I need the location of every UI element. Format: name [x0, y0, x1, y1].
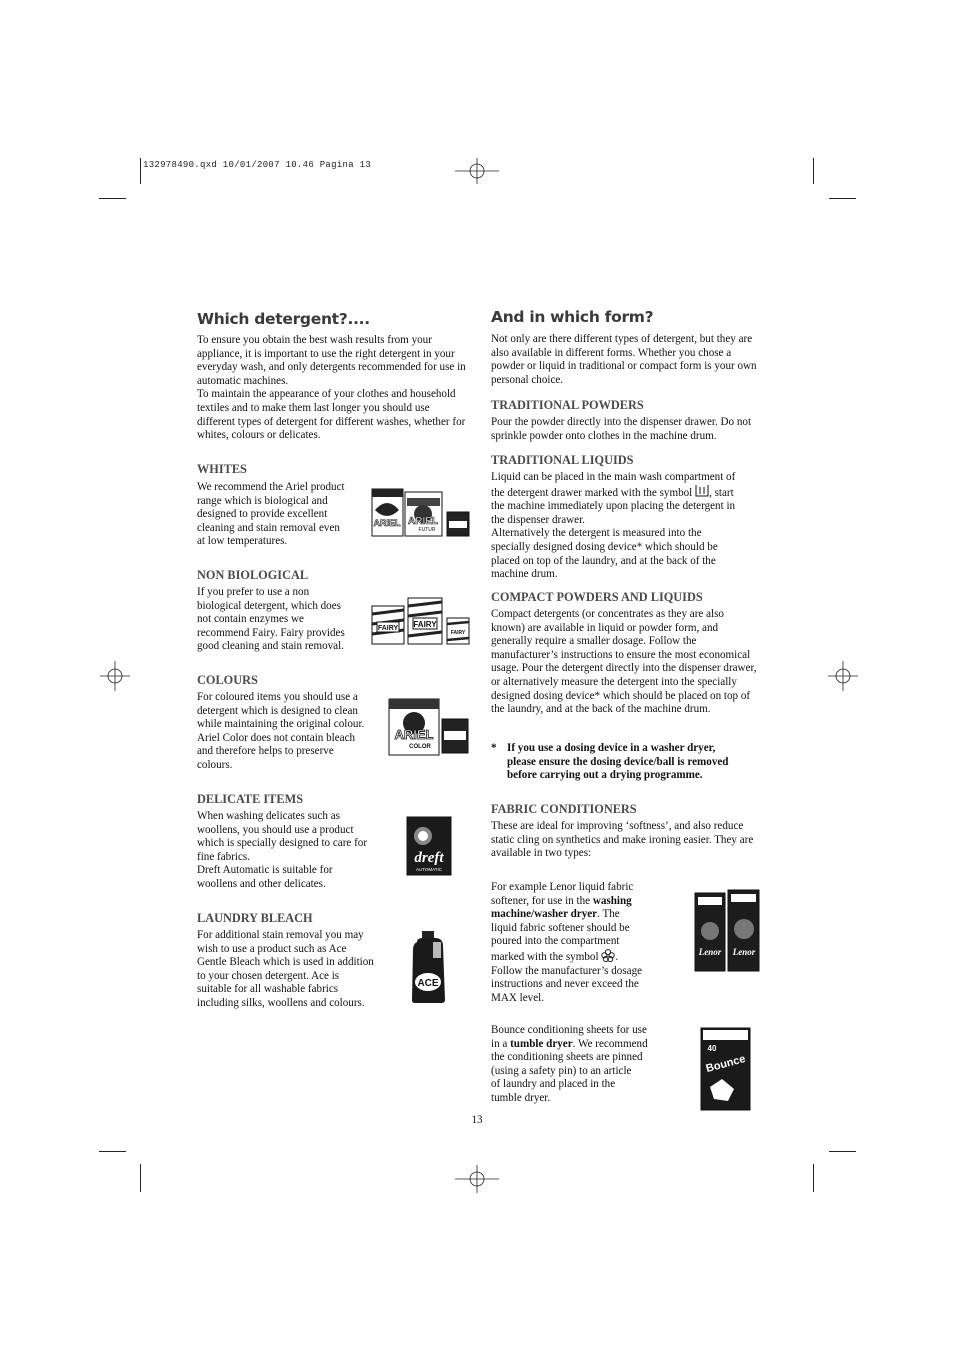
intro-paragraph: To ensure you obtain the best wash results from your appliance, it is important to use the right detergent in your everyday wash, and only detergents recommended for use in automatic machines. [197, 334, 466, 387]
registration-mark-icon [455, 158, 499, 184]
section-heading-colours: COLOURS [197, 673, 258, 687]
brand-sublabel: COLOR [409, 744, 431, 750]
brand-label: Lenor [698, 947, 722, 957]
registration-mark-icon [100, 661, 130, 691]
ariel-products-image [371, 488, 471, 538]
section-text-colours: For coloured items you should use a detergent which is designed to clean while maintaining the original colour. Ariel Color does not contain bleach and therefore helps to preserve colours. [197, 691, 365, 771]
brand-label: Bounce [704, 1053, 747, 1076]
brand-label: ACE [417, 978, 439, 989]
section-text-non-biological: If you prefer to use a non biological detergent, which does not contain enzymes we recommend Fairy. Fairy provides good cleaning and stain removal. [197, 586, 345, 653]
crop-mark [829, 1151, 856, 1152]
section-text-whites: We recommend the Ariel product range which is biological and designed to provide excellent cleaning and stain removal even at low temperatures. [197, 481, 345, 548]
crop-mark [99, 1151, 126, 1152]
lenor-products-image [694, 889, 760, 973]
dosing-device-note: * If you use a dosing device in a washer dryer, please ensure the dosing device/ball is removed before carrying out a drying programme. [491, 742, 729, 782]
registration-mark-icon [455, 1165, 499, 1193]
crop-mark [813, 1164, 814, 1192]
bounce-product-image [700, 1027, 751, 1111]
intro-paragraph: Not only are there different types of detergent, but they are also available in different forms. Whether you chose a powder or liquid in traditional or compact form is your own personal choice. [491, 333, 757, 386]
brand-label: FAIRY [413, 620, 437, 629]
brand-label: FAIRY [450, 630, 466, 636]
section-heading-compact-powders-and-liquids: COMPACT POWDERS AND LIQUIDS [491, 590, 703, 604]
page-title: And in which form? [491, 308, 654, 326]
section-heading-traditional-powders: TRADITIONAL POWDERS [491, 398, 644, 412]
section-heading-non-biological: NON BIOLOGICAL [197, 568, 309, 582]
dreft-product-image [406, 816, 452, 876]
main-wash-compartment-symbol-icon [695, 485, 709, 497]
brand-label: FAIRY [377, 625, 399, 632]
section-text-laundry-bleach: For additional stain removal you may wish to use a product such as Ace Gentle Bleach which is used in addition to your chosen detergent. Ace is suitable for all washable fabrics including silks, woollens and colours. [197, 929, 374, 1009]
section-text-delicate-items: When washing delicates such as woollens, you should use a product which is specially designed to care for fine fabrics. Dreft Automatic is suitable for woollens and other delicates. [197, 810, 368, 890]
section-text-traditional-powders: Pour the powder directly into the dispenser drawer. Do not sprinkle powder onto clothes in the machine drum. [491, 416, 752, 442]
brand-sublabel: FUTUR [418, 527, 436, 533]
fairy-products-image [371, 596, 471, 646]
brand-label: ARIEL [373, 518, 401, 528]
crop-mark [813, 158, 814, 184]
lenor-paragraph: For example Lenor liquid fabric softener, for use in the washing machine/washer dryer. The liquid fabric softener should be poured into the compartment marked with the symbol . Follow the manufacturer’s dosage instructions and never exceed the MAX level. [491, 881, 643, 1004]
bounce-paragraph: Bounce conditioning sheets for use in a tumble dryer. We recommend the conditioning sheets are pinned (using a safety pin) to an article of laundry and placed in the tumble dryer. [491, 1024, 648, 1104]
crop-mark [140, 158, 141, 184]
brand-label: ARIEL [408, 516, 438, 527]
registration-mark-icon [828, 661, 858, 691]
sheet-count-label: 40 [707, 1044, 717, 1053]
section-text-compact: Compact detergents (or concentrates as they are also known) are available in liquid or powder form, and generally require a smaller dosage. Follow the manufacturer’s instructions to ensure the most economical usage. Pour the detergent directly into the dispenser drawer, or alternatively measure the detergent into the specially designed dosing device* which should be placed on top of the laundry, and at the back of the machine drum. [491, 608, 757, 716]
section-heading-traditional-liquids: TRADITIONAL LIQUIDS [491, 453, 634, 467]
page-title: Which detergent?.... [197, 310, 370, 328]
section-text-traditional-liquids: Liquid can be placed in the main wash compartment of the detergent drawer marked with the symbol , start the machine immediately upon placing the detergent in the dispenser drawer. Alternatively the detergent is measured into the specially designed dosing device* which should be placed on top of the laundry, and at the back of the machine drum. [491, 471, 736, 581]
section-heading-laundry-bleach: LAUNDRY BLEACH [197, 911, 313, 925]
crop-mark [99, 198, 126, 199]
section-text-fabric-conditioners: These are ideal for improving ‘softness’, and also reduce static cling on synthetics and make ironing easier. They are available in two types: [491, 820, 754, 860]
crop-mark [829, 198, 856, 199]
file-slug: 132978490.qxd 10/01/2007 10.46 Pagina 13 [143, 160, 372, 170]
intro-paragraph: To maintain the appearance of your clothes and household textiles and to make them last longer you should use different types of detergent for different washes, whether for whites, colours or delicates. [197, 388, 466, 442]
brand-label: ARIEL [394, 727, 434, 742]
section-heading-fabric-conditioners: FABRIC CONDITIONERS [491, 802, 637, 816]
ariel-color-products-image [388, 697, 470, 757]
page-number: 13 [471, 1114, 483, 1126]
crop-mark [140, 1164, 141, 1192]
ace-bleach-bottle-image [409, 930, 449, 1004]
brand-label: Lenor [732, 947, 756, 957]
fabric-softener-flower-symbol-icon [601, 949, 615, 962]
brand-label: dreft [414, 850, 444, 866]
brand-sublabel: AUTOMATIC [415, 867, 443, 872]
section-heading-delicate-items: DELICATE ITEMS [197, 792, 304, 806]
section-heading-whites: WHITES [197, 462, 247, 476]
